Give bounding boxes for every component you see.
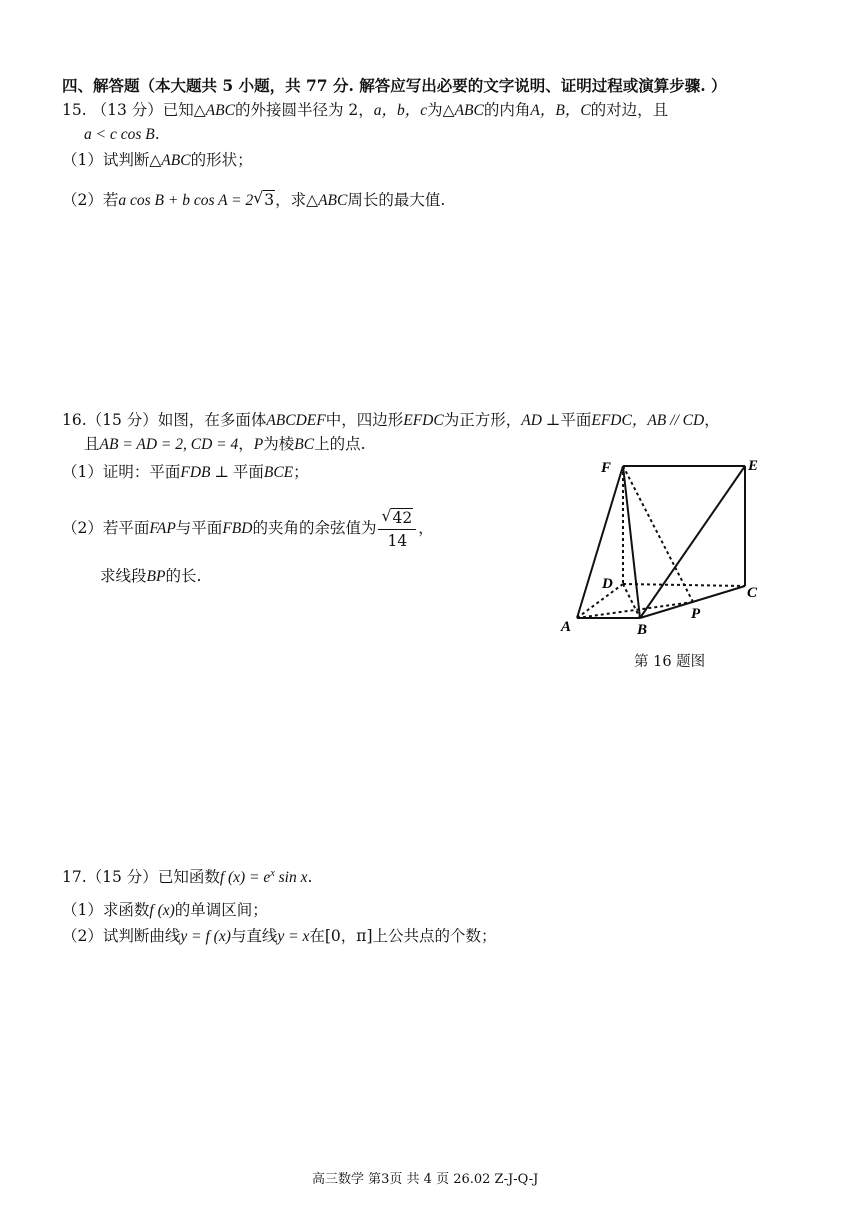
section-header: 四、解答题（本大题共 5 小题，共 77 分. 解答应写出必要的文字说明、证明过程或演算步骤. ）	[62, 76, 727, 95]
q17-interval: [0，π]	[324, 927, 373, 945]
q16-text: 与平面	[175, 519, 223, 537]
q15-stem	[62, 100, 668, 121]
q15-text: ，求	[275, 191, 307, 209]
q16-plane-fbd: FBD	[222, 520, 253, 537]
q15-score: （13 分）	[91, 101, 163, 119]
q16-score: （15 分）	[86, 411, 158, 429]
q15-text: 若	[102, 191, 119, 209]
q16-perp: ⊥	[210, 464, 233, 481]
q15-angles: A，B，C	[530, 102, 591, 119]
sqrt-42: √ 42	[381, 506, 413, 527]
page-footer: 高三数学 第3页 共 4 页 26.02 Z-J-Q-J	[312, 1172, 539, 1187]
q16-text: 如图，在多面体	[157, 411, 267, 429]
q16-text: ，	[238, 435, 254, 453]
q16-text: ；	[293, 463, 309, 481]
q16-square: EFDC	[403, 412, 444, 429]
q16-number: 16.	[62, 411, 87, 429]
q17-part2	[62, 926, 497, 947]
q17-func-base: f (x) = e	[219, 869, 271, 887]
q16-lengths: AB = AD = 2, CD = 4	[99, 436, 239, 453]
cosine-fraction	[378, 507, 416, 552]
label-d: D	[602, 576, 613, 592]
q17-p1-label: （1）	[62, 901, 103, 919]
figure-caption: 第 16 题图	[634, 654, 706, 670]
q16-text: 平面	[560, 411, 592, 429]
q17-number: 17.	[62, 868, 87, 887]
q15-text: .	[154, 125, 160, 143]
q16-perp: AD ⊥	[521, 412, 561, 429]
q15-text: 的外接圆半径为 2，	[234, 101, 374, 119]
q16-text: 的长.	[165, 567, 202, 585]
q16-text: 的夹角的余弦值为	[252, 519, 377, 537]
q17-p2-label: （2）	[62, 927, 103, 945]
q15-text: 的形状；	[190, 151, 253, 169]
q16-edge-bc: BC	[294, 436, 315, 453]
q15-triangle: △ABC	[442, 102, 484, 119]
q15-text: 周长的最大值.	[347, 191, 446, 209]
q17-text: 上公共点的个数；	[372, 927, 497, 945]
q16-text: 求线段	[100, 567, 147, 585]
q16-text: ，	[704, 411, 720, 429]
label-b: B	[637, 622, 648, 638]
edge-fp	[623, 466, 693, 602]
sqrt-3: √ 3	[253, 189, 275, 209]
q15-part2	[62, 190, 445, 211]
label-c: C	[747, 585, 758, 601]
q16-text: 且	[84, 435, 100, 453]
q15-condition-math: a < c cos B	[84, 126, 155, 143]
q15-text: 为	[427, 101, 443, 119]
q17-fx: f (x)	[149, 902, 175, 919]
q16-part2-line2	[100, 566, 201, 587]
q16-p1-label: （1）	[62, 463, 103, 481]
q17-stem	[62, 864, 312, 888]
q16-text: ，	[418, 519, 434, 537]
q16-plane: EFDC	[591, 412, 632, 429]
q16-polyhedron: ABCDEF	[266, 412, 326, 429]
q15-triangle: △ABC	[193, 102, 235, 119]
q15-text: 的内角	[483, 101, 531, 119]
q17-function	[220, 869, 308, 886]
q15-sides: a，b，c	[373, 102, 428, 119]
sqrt-radicand: 3	[264, 191, 275, 209]
q17-text: 试判断曲线	[102, 927, 181, 945]
q17-func-exponent: x	[270, 868, 275, 879]
q16-parallel: ，AB // CD	[631, 412, 705, 429]
q15-part1	[62, 150, 253, 171]
edge-be	[640, 466, 745, 618]
q15-condition	[84, 124, 160, 145]
q15-p2-label: （2）	[62, 191, 103, 209]
edge-fb	[623, 466, 640, 618]
q17-line: y = x	[277, 928, 310, 945]
edge-ap	[577, 602, 693, 618]
q17-score: （15 分）	[86, 868, 158, 887]
q16-text: 若平面	[102, 519, 150, 537]
q17-text: 与直线	[230, 927, 278, 945]
q16-plane-fap: FAP	[149, 520, 176, 537]
q16-part1	[62, 462, 309, 483]
q17-text: 的单调区间；	[174, 901, 268, 919]
q16-p2-label: （2）	[62, 519, 103, 537]
q16-text: 证明：平面	[102, 463, 181, 481]
q17-part1	[62, 900, 268, 921]
q17-text: 已知函数	[157, 868, 220, 887]
q16-plane-bce: BCE	[263, 464, 294, 481]
q15-number: 15.	[62, 101, 87, 119]
q16-plane-fdb: FDB	[180, 464, 211, 481]
q15-triangle: △ABC	[306, 192, 348, 209]
q16-point-p: P	[253, 436, 264, 453]
label-p: P	[691, 606, 701, 622]
q15-text: 已知	[162, 101, 194, 119]
q15-text: 的对边，且	[590, 101, 669, 119]
edge-fa	[577, 466, 623, 618]
q16-text: 为棱	[263, 435, 295, 453]
q15-p2-equation: a cos B + b cos A = 2	[118, 192, 254, 209]
q16-part2	[62, 505, 434, 552]
q16-stem	[62, 410, 720, 431]
q16-text: 平面	[232, 463, 264, 481]
q17-text: 求函数	[102, 901, 150, 919]
fraction-denominator: 14	[387, 531, 408, 550]
fraction-numerator: 42	[392, 508, 413, 527]
q15-text: 试判断	[102, 151, 150, 169]
q17-text: 在	[309, 927, 325, 945]
q16-stem-line2	[84, 434, 366, 455]
label-f: F	[601, 460, 612, 476]
q17-curve: y = f (x)	[180, 928, 231, 945]
edge-da	[577, 584, 623, 618]
polyhedron-figure	[555, 452, 775, 642]
q15-p1-label: （1）	[62, 151, 103, 169]
q17-text: .	[307, 868, 313, 887]
q16-text: 上的点.	[314, 435, 366, 453]
q16-text: 为正方形，	[443, 411, 522, 429]
q16-segment-bp: BP	[146, 568, 166, 585]
label-a: A	[561, 619, 572, 635]
label-e: E	[748, 458, 759, 474]
q17-func-tail: sin x	[274, 869, 308, 887]
q16-text: 中，四边形	[325, 411, 404, 429]
q15-triangle: △ABC	[149, 152, 191, 169]
